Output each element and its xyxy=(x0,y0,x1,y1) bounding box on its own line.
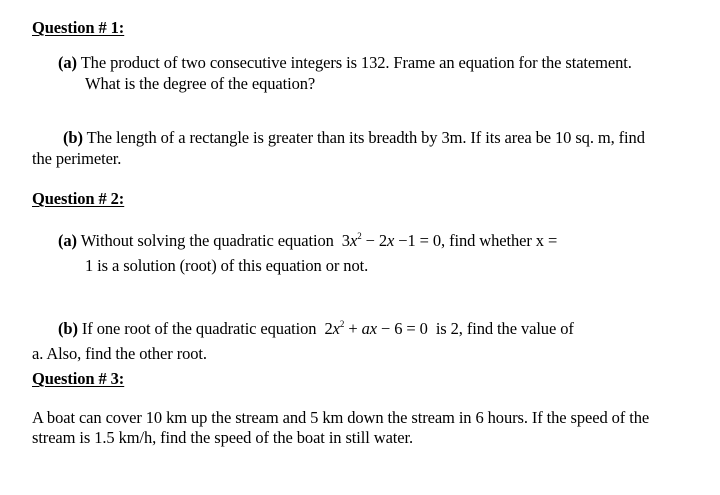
q1a-text-2: What is the degree of the equation? xyxy=(85,74,316,93)
q2b-text-post: is 2, find the value of xyxy=(435,319,574,338)
q2a-line-1 xyxy=(58,231,557,251)
q1a-line-1 xyxy=(58,53,632,73)
q2a-text-post: , find whether x = xyxy=(441,231,558,250)
question-1-heading: Question # 1: xyxy=(32,18,125,37)
q2b-text-2: a. Also, find the other root. xyxy=(32,344,207,363)
q3-text-2: stream is 1.5 km/h, find the speed of the boat in still water. xyxy=(32,428,414,447)
q2a-text-pre: Without solving the quadratic equation xyxy=(80,231,334,250)
q1a-text-1: The product of two consecutive integers is 132. Frame an equation for the statement. xyxy=(80,53,632,72)
q2b-equation: $2x^2$ + ax − 6 = 0 xyxy=(320,319,432,338)
question-2-heading: Question # 2: xyxy=(32,189,125,208)
question-3-heading: Question # 3: xyxy=(32,369,125,388)
q1b-label: (b) xyxy=(63,128,83,147)
q2a-equation: $3x^2 - 2x -1 = 0$ xyxy=(337,231,442,250)
q2b-text-pre: If one root of the quadratic equation xyxy=(81,319,317,338)
q2a-label: (a) xyxy=(58,231,77,250)
q1b-line-1 xyxy=(63,128,645,148)
q1b-text-2: the perimeter. xyxy=(32,149,122,168)
q2b-label: (b) xyxy=(58,319,78,338)
q1a-label: (a) xyxy=(58,53,77,72)
q2b-line-1 xyxy=(58,319,574,339)
q1b-text-1: The length of a rectangle is greater than its breadth by 3m. If its area be 10 sq. m, find xyxy=(86,128,645,147)
q2a-text-2: 1 is a solution (root) of this equation or not. xyxy=(85,256,369,275)
q3-text-1: A boat can cover 10 km up the stream and 5 km down the stream in 6 hours. If the speed of the xyxy=(32,408,650,427)
